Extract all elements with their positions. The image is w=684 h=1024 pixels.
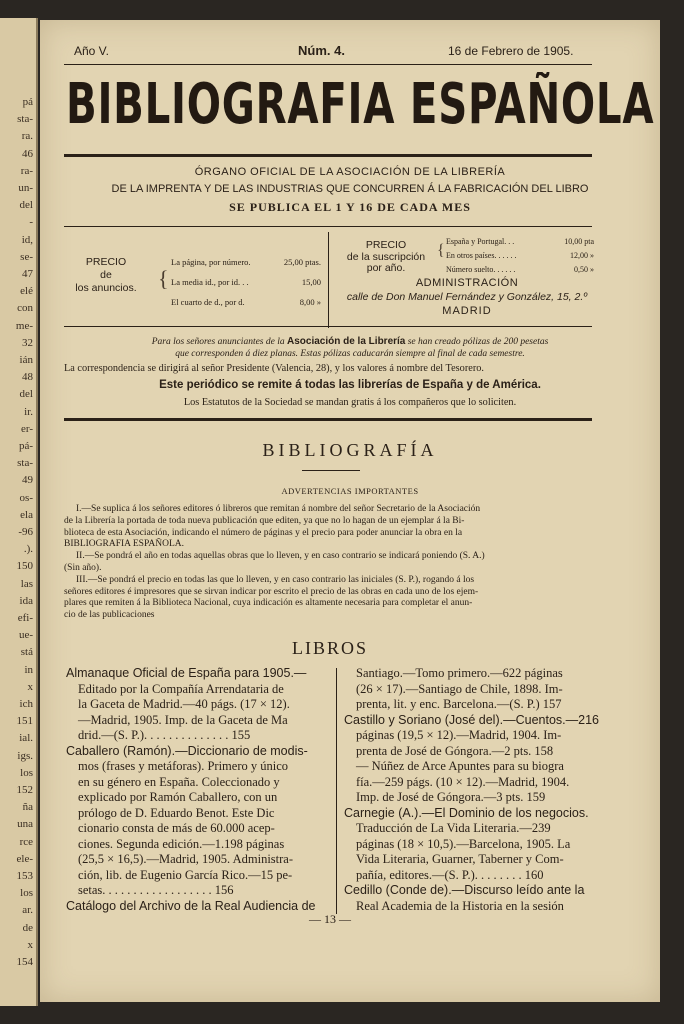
prev-page-fragment: ra. [21,130,33,143]
bibliografia-rule [302,470,360,471]
notice-line-5: Los Estatutos de la Sociedad se mandan gratis á los compañeros que lo soliciten. [183,397,517,408]
prev-page-fragment: in [24,663,33,676]
prev-page-fragment: 32 [22,336,33,349]
adv-line: plares que remiten á la Biblioteca Nacional, cuya indicación es altamente necesaria para completar el anun- [64,598,473,609]
subscription-row [446,249,594,263]
prev-page-fragment: ar. [22,904,33,917]
subtitle-line-2: DE LA IMPRENTA Y DE LAS INDUSTRIAS QUE CONCURREN Á LA FABRICACIÓN DEL LIBRO [111,183,589,195]
prev-page-fragment: pá- [18,440,33,452]
prev-page-fragment: stá [20,646,33,659]
ad-price-value: 25,00 ptas. [283,257,321,267]
subscription-value: 12,00 » [570,251,594,260]
prev-page-fragment: elé [20,285,33,298]
prev-page-fragment: ián [19,354,33,366]
subscription-label-3: por año. [366,262,406,274]
notice-line-1 [40,336,660,347]
masthead-title: BIBLIOGRAFIA ESPAÑOLA [66,72,655,137]
notice-1a: Para los señores anunciantes de la [151,337,285,347]
ad-price-table [171,252,321,312]
prev-page-fragment: 150 [16,560,33,573]
ad-price-label [66,256,146,295]
subscription-table [446,235,594,277]
prev-page-fragment: 49 [22,474,33,487]
book-entry-line: pañía, editores.—(S. P.). . . . . . . . 160 [356,867,544,882]
book-entry-line: Cedillo (Conde de).—Discurso leído ante la [344,883,585,897]
book-entry-line: setas. . . . . . . . . . . . . . . . . . 156 [78,883,234,897]
administration-city: MADRID [442,305,492,317]
adv-line: señores editores é impresores que se sirvan indicar por escrito el precio de las obras en cada uno de los ejem- [64,586,479,597]
book-entry-line: Imp. de José de Góngora.—3 pts. 159 [356,790,546,804]
subscription-value: 0,50 » [574,265,594,274]
page-number: — 13 — [309,912,351,926]
bibliografia-heading: BIBLIOGRAFÍA [262,440,438,460]
notice-line-2: que corresponden á diez planas. Estas pólizas caducarán siempre al final de cada semestre. [175,349,525,359]
subscription-value: 10,00 pta [564,237,594,246]
notice-1c: se han creado pólizas de 200 pesetas [407,337,549,347]
prev-page-fragment: x [27,938,33,951]
book-entry-line: Editado por la Compañía Arrendataria de [78,681,284,696]
prev-page-fragment: 153 [16,870,33,882]
previous-page-edge [0,18,38,1006]
subtitle-rule [64,226,592,227]
subscription-row [446,263,594,277]
administration-address: calle de Don Manuel Fernández y González, 15, 2.º [346,291,588,303]
notice-line-4: Este periódico se remite á todas las librerías de España y de América. [159,379,541,391]
ad-price-label-1: PRECIO [85,256,127,268]
issue-date: 16 de Febrero de 1905. [448,44,574,58]
book-entry-line: Castillo y Soriano (José del).—Cuentos.—216 [344,712,599,727]
ad-price-label-2: de [100,269,112,281]
prev-page-fragment: 154 [16,956,33,968]
subtitle-line-1: ÓRGANO OFICIAL DE LA ASOCIACIÓN DE LA LIBRERÍA [194,166,506,178]
ad-price-label-3: los anuncios. [75,282,137,294]
prev-page-fragment: os- [19,491,33,504]
prev-page-fragment: .). [23,543,33,556]
libros-heading: LIBROS [291,638,368,658]
book-entry-line: fía.—259 págs. (10 × 12).—Madrid, 1904. [356,774,570,789]
ad-price-row [171,252,321,272]
prev-page-fragment: del [19,388,33,401]
prev-page-fragment: ich [19,698,33,710]
book-entry-line: mos (frases y metáforas). Primero y único [78,759,289,773]
masthead-rule [64,154,592,157]
book-entry-line: cionario consta de más de 60.000 acep- [78,821,275,835]
book-entry-line: Vida Literaria, Guarner, Taberner y Com- [356,852,564,866]
book-entry-line: — Núñez de Arce Apuntes para su biogra [356,759,564,773]
ad-price-item: La página, por número. [171,257,251,267]
prev-page-fragment: igs. [17,749,33,762]
prev-page-fragment: - [29,216,33,229]
book-entry-line: prólogo de D. Eduardo Benot. Este Dic [78,805,275,820]
notices-rule [64,418,592,421]
advert-heading: ADVERTENCIAS IMPORTANTES [281,486,419,496]
book-entry-line: Caballero (Ramón).—Diccionario de modis- [66,743,308,758]
advertencias-block [64,504,594,622]
book-entry-line: Carnegie (A.).—El Dominio de los negocios. [344,805,589,820]
subscription-label-2: de la suscripción [346,250,426,263]
adv-line: BIBLIOGRAFIA ESPAÑOLA. [64,539,184,550]
prev-page-fragment: ue- [18,629,33,642]
book-entry-line: la Gaceta de Madrid.—40 págs. (17 × 12). [78,697,290,711]
subscription-item: Número suelto. . . . . . [446,265,516,274]
book-entry-line: ciones. Segunda edición.—1.198 páginas [78,836,285,851]
ad-price-row [171,292,321,312]
adv-line: cio de las publicaciones [64,610,155,621]
subscription-label [336,240,436,275]
book-entry-line: páginas (19,5 × 12).—Madrid, 1904. Im- [356,728,562,742]
book-entry-line: páginas (18 × 10,5).—Barcelona, 1905. La [356,836,571,851]
issue-year: Año V. [74,44,109,58]
administration-label: ADMINISTRACIÓN [415,277,519,289]
price-divider [328,232,329,328]
prev-page-fragment: un- [18,182,33,194]
prices-rule [64,326,592,327]
prev-page-fragment: ida [19,594,33,607]
adv-line: de la Librería la portada de toda nueva publicación que editen, ya que no lo hagan de un ejemplar á la Bi- [64,515,465,526]
prev-page-fragment: ra- [20,164,33,177]
adv-line: (Sin año). [64,562,102,573]
prev-page-fragment: ial. [19,732,33,745]
prev-page-fragment: ela [20,508,33,521]
issue-number: Núm. 4. [298,43,345,58]
ad-price-brace: { [158,266,169,291]
ad-price-value: 15,00 [301,277,321,287]
book-entry-line: Catálogo del Archivo de la Real Audiencia de [66,898,316,913]
prev-page-fragment: 152 [16,784,33,796]
subtitle-line-3: SE PUBLICA EL 1 Y 16 DE CADA MES [229,200,471,214]
prev-page-fragment: ir. [24,405,33,418]
book-entry-line: prenta de José de Góngora.—2 pts. 158 [356,743,554,758]
prev-page-fragment: 48 [22,371,33,384]
prev-page-fragment: efi- [17,612,33,624]
book-entry-line: explicado por Ramón Caballero, con un [78,790,278,804]
adv-line: III.—Se pondrá el precio en todas las que lo lleven, y en caso contrario las iniciales (S. P.), rogando á los [76,574,475,585]
prev-page-fragment: los [20,766,33,779]
book-entry-line: (26 × 17).—Santiago de Chile, 1898. Im- [356,681,563,696]
subscription-row [446,235,594,249]
book-entry-line: drid.—(S. P.). . . . . . . . . . . . . . 155 [78,728,251,742]
prev-page-fragment: las [20,577,33,590]
book-entry-line: —Madrid, 1905. Imp. de la Gaceta de Ma [78,712,288,727]
prev-page-fragment: se- [20,250,33,263]
prev-page-fragment: sta- [17,113,33,126]
prev-page-fragment: er- [21,422,33,435]
header-rule [64,64,592,65]
notice-line-3: La correspondencia se dirigirá al señor Presidente (Valencia, 28), y los valores á nombre del Tesorero. [64,363,484,374]
libros-left-column [66,666,324,914]
prev-page-fragment: los [20,887,33,900]
prev-page-fragment: una [17,818,33,831]
prev-page-fragment: 46 [22,147,33,160]
prev-page-fragment: id, [21,233,33,246]
prev-page-fragment: 151 [16,715,33,728]
prev-page-fragment: ña [22,801,33,814]
prev-page-fragment: sta- [17,457,33,470]
prev-page-fragment: x [27,680,33,693]
prev-page-fragment: pá [22,96,33,108]
book-entry-line: (25,5 × 16,5).—Madrid, 1905. Administra- [78,852,294,866]
subscription-brace: { [437,242,445,259]
adv-line: I.—Se suplica á los señores editores ó libreros que remitan á nombre del señor Secretario de la Asociación [76,504,481,514]
newspaper-page [40,20,660,1002]
prev-page-fragment: con [17,302,33,315]
prev-page-fragment: me- [15,319,33,332]
book-entry-line: prenta, lit. y enc. Barcelona.—(S. P.) 157 [356,697,562,711]
book-entry-line: Real Academia de la Historia en la sesión [356,898,564,913]
book-entry-line: Santiago.—Tomo primero.—622 páginas [356,666,563,680]
prev-page-fragment: 47 [22,268,33,280]
adv-line: blioteca de esta Asociación, indicando el número de páginas y el precio para poder anunciar la obra en la [64,527,463,538]
prev-page-fragment: -96 [18,526,33,538]
ad-price-value: 8,00 » [299,297,321,307]
libros-right-column [344,666,600,914]
ad-price-item: La media id., por id. . . [171,277,249,287]
subscription-item: España y Portugal. . . [446,237,515,246]
notice-1b: Asociación de la Librería [286,336,406,347]
adv-line: II.—Se pondrá el año en todas aquellas obras que lo lleven, y en caso contrario se indicará poniendo (S. A.) [76,551,485,562]
column-divider [336,668,337,914]
prev-page-fragment: ele- [16,852,33,865]
ad-price-item: El cuarto de d., por d. [171,297,245,307]
book-entry-line: ción, lib. de Eugenio García Rico.—15 pe- [78,867,293,882]
ad-price-row [171,272,321,292]
subscription-label-1: PRECIO [365,239,407,251]
book-entry-line: Almanaque Oficial de España para 1905.— [66,666,307,680]
prev-page-fragment: de [22,921,33,934]
book-entry-line: Traducción de La Vida Literaria.—239 [356,821,551,835]
prev-page-fragment: del [19,199,33,212]
prev-page-fragment: rce [19,835,33,848]
book-entry-line: en su género en España. Coleccionado y [78,774,280,789]
subscription-item: En otros países. . . . . . [446,251,517,260]
